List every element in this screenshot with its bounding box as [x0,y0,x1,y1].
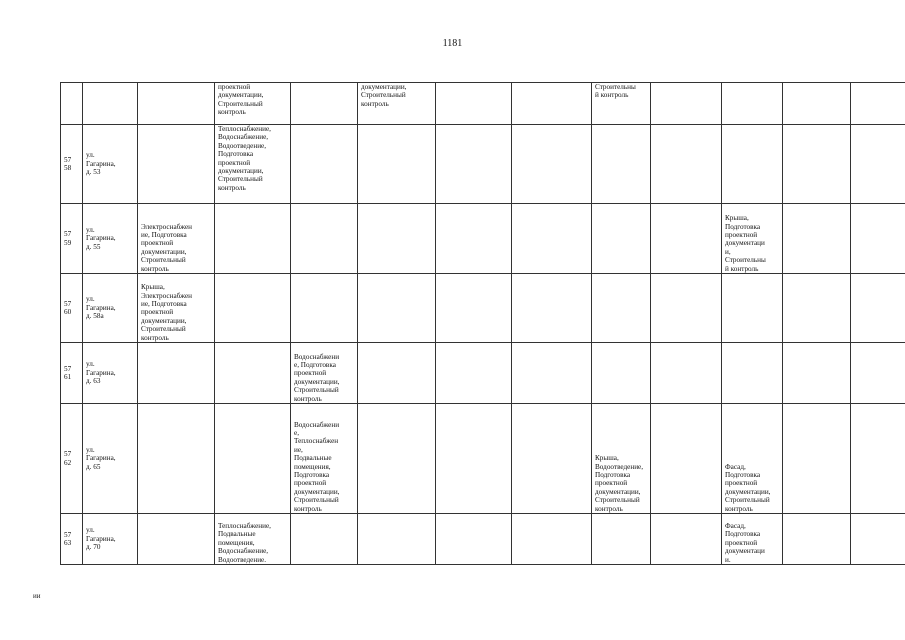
work-cell [592,274,651,343]
work-cell [851,514,905,565]
work-cell [358,125,436,204]
work-cell: Водоснабжени е, Теплоснабжен ие, Подвальные помещения, Подготовка проектной документации, Строительный контроль [291,404,358,514]
work-cell [722,125,783,204]
work-cell [291,274,358,343]
work-cell: Водоснабжени е, Подготовка проектной документации, Строительный контроль [291,343,358,404]
work-cell [436,125,512,204]
work-cell [215,343,291,404]
work-cell [851,274,905,343]
table-row [61,204,905,274]
repair-schedule-table [60,82,905,565]
work-cell [783,274,851,343]
work-cell [436,404,512,514]
work-cell [436,83,512,125]
work-cell: Теплоснабжение, Подвальные помещения, Водоснабжение, Водоотведение. [215,514,291,565]
work-cell [512,274,592,343]
work-cell [436,204,512,274]
work-cell [651,204,722,274]
work-cell: Крыша, Водоотведение, Подготовка проектной документации, Строительный контроль [592,404,651,514]
table-row [61,125,905,204]
work-cell [651,514,722,565]
work-cell [783,125,851,204]
row-id-cell [61,83,83,125]
work-cell [651,343,722,404]
work-cell: проектной документации, Строительный контроль [215,83,291,125]
work-cell [592,204,651,274]
row-id-cell: 57 60 [61,274,83,343]
work-cell [138,514,215,565]
work-cell [512,404,592,514]
address-cell: ул. Гагарина, д. 58а [83,274,138,343]
work-cell [512,204,592,274]
work-cell: Фасад, Подготовка проектной документаци и. [722,514,783,565]
row-id-cell: 57 58 [61,125,83,204]
work-cell [851,404,905,514]
work-cell [651,404,722,514]
work-cell [722,343,783,404]
table-row [61,343,905,404]
work-cell [358,204,436,274]
work-cell [358,514,436,565]
page-number: 1181 [442,38,463,49]
table-row [61,404,905,514]
work-cell: Строительны й контроль [592,83,651,125]
work-cell [592,125,651,204]
row-id-cell: 57 61 [61,343,83,404]
work-cell: документации, Строительный контроль [358,83,436,125]
work-cell [851,343,905,404]
work-cell [436,514,512,565]
table-row [61,274,905,343]
work-cell [512,125,592,204]
footer-note: ии [33,592,41,600]
work-cell [291,125,358,204]
work-cell: Крыша, Электроснабжен ие, Подготовка проектной документации, Строительный контроль [138,274,215,343]
address-cell: ул. Гагарина, д. 70 [83,514,138,565]
table-row [61,83,905,125]
work-cell: Крыша, Подготовка проектной документаци и, Строительны й контроль [722,204,783,274]
row-id-cell: 57 62 [61,404,83,514]
work-cell [783,404,851,514]
work-cell [783,204,851,274]
address-cell: ул. Гагарина, д. 63 [83,343,138,404]
row-id-cell: 57 59 [61,204,83,274]
work-cell [358,274,436,343]
work-cell [651,274,722,343]
work-cell [722,274,783,343]
work-cell [783,343,851,404]
work-cell [436,343,512,404]
work-cell [592,514,651,565]
work-cell: Теплоснабжение, Водоснабжение, Водоотведение, Подготовка проектной документации, Строительный контроль [215,125,291,204]
work-cell [291,83,358,125]
work-cell [512,343,592,404]
table-row [61,514,905,565]
work-cell: Электроснабжен ие, Подготовка проектной документации, Строительный контроль [138,204,215,274]
work-cell [215,274,291,343]
work-cell [138,404,215,514]
row-id-cell: 57 63 [61,514,83,565]
work-cell [851,125,905,204]
work-cell: Фасад, Подготовка проектной документации, Строительный контроль [722,404,783,514]
work-cell [851,83,905,125]
address-cell: ул. Гагарина, д. 55 [83,204,138,274]
work-cell [722,83,783,125]
work-cell [358,404,436,514]
work-cell [138,83,215,125]
address-cell: ул. Гагарина, д. 65 [83,404,138,514]
work-cell [783,514,851,565]
work-cell [291,514,358,565]
work-cell [512,514,592,565]
work-cell [215,204,291,274]
work-cell [592,343,651,404]
work-cell [651,83,722,125]
work-cell [651,125,722,204]
work-cell [358,343,436,404]
work-cell [215,404,291,514]
work-cell [138,343,215,404]
address-cell: ул. Гагарина, д. 53 [83,125,138,204]
work-cell [138,125,215,204]
work-cell [291,204,358,274]
work-cell [851,204,905,274]
work-cell [783,83,851,125]
address-cell [83,83,138,125]
work-cell [436,274,512,343]
work-cell [512,83,592,125]
